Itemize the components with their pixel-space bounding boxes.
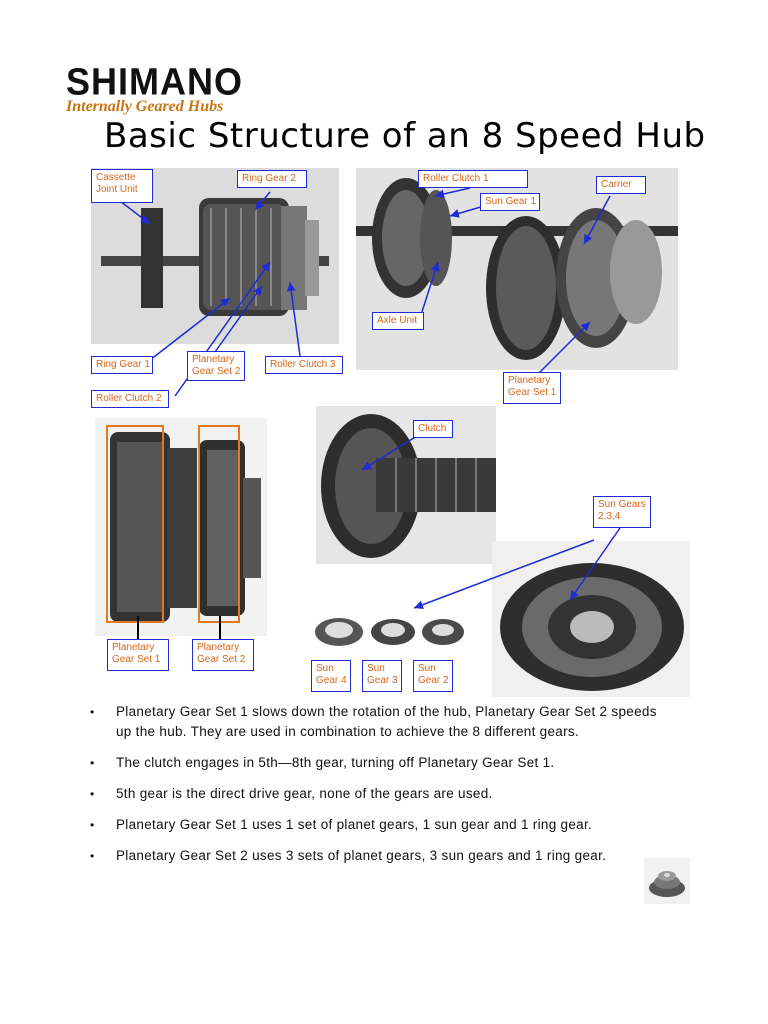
label-planetary-gear-set-2-bottom: Planetary Gear Set 2 <box>192 639 254 671</box>
bullet-list <box>90 702 660 877</box>
sun-gears-image <box>311 608 473 662</box>
label-roller-clutch-1: Roller Clutch 1 <box>418 170 528 188</box>
label-axle-unit: Axle Unit <box>372 312 424 330</box>
label-planetary-gear-set-1-top: Planetary Gear Set 1 <box>503 372 561 404</box>
shimano-logo <box>66 59 266 116</box>
bullet-item: • The clutch engages in 5th—8th gear, turning off Planetary Gear Set 1. <box>90 753 660 773</box>
label-sun-gear-3: Sun Gear 3 <box>362 660 402 692</box>
label-planetary-gear-set-2-top: Planetary Gear Set 2 <box>187 351 245 381</box>
gear-thumbnail <box>644 858 690 904</box>
bullet-item: • 5th gear is the direct drive gear, none of the gears are used. <box>90 784 660 804</box>
gear-sets-image <box>95 418 267 636</box>
sun-gears-assembly-image <box>492 541 690 697</box>
bullet-item: • Planetary Gear Set 1 slows down the rotation of the hub, Planetary Gear Set 2 speeds up the hub. They are used in combination to achieve the 8 different gears. <box>90 702 660 742</box>
gear-thumbnail-image <box>644 858 690 904</box>
bullet-item: • Planetary Gear Set 2 uses 3 sets of planet gears, 3 sun gears and 1 ring gear. <box>90 846 660 866</box>
sun-gears-assembly-photo <box>492 541 690 697</box>
label-carrier: Carrier <box>596 176 646 194</box>
gear-sets-photo <box>95 418 267 636</box>
label-roller-clutch-2: Roller Clutch 2 <box>91 390 169 408</box>
label-sun-gear-4: Sun Gear 4 <box>311 660 351 692</box>
sun-gears-photo <box>311 608 473 662</box>
clutch-image <box>316 406 496 564</box>
page-title: Basic Structure of an 8 Speed Hub <box>104 116 706 156</box>
clutch-photo <box>316 406 496 564</box>
brand-subtitle: Internally Geared Hubs <box>66 98 224 115</box>
label-cassette-joint-unit: Cassette Joint Unit <box>91 169 153 203</box>
brand-name: SHIMANO <box>66 59 243 103</box>
label-clutch: Clutch <box>413 420 453 438</box>
label-sun-gear-1: Sun Gear 1 <box>480 193 540 211</box>
label-sun-gear-2: Sun Gear 2 <box>413 660 453 692</box>
bullet-item: • Planetary Gear Set 1 uses 1 set of planet gears, 1 sun gear and 1 ring gear. <box>90 815 660 835</box>
label-ring-gear-2: Ring Gear 2 <box>237 170 307 188</box>
label-roller-clutch-3: Roller Clutch 3 <box>265 356 343 374</box>
label-planetary-gear-set-1-bottom: Planetary Gear Set 1 <box>107 639 169 671</box>
label-sun-gears-2-3-4: Sun Gears 2,3,4 <box>593 496 651 528</box>
label-ring-gear-1: Ring Gear 1 <box>91 356 153 374</box>
